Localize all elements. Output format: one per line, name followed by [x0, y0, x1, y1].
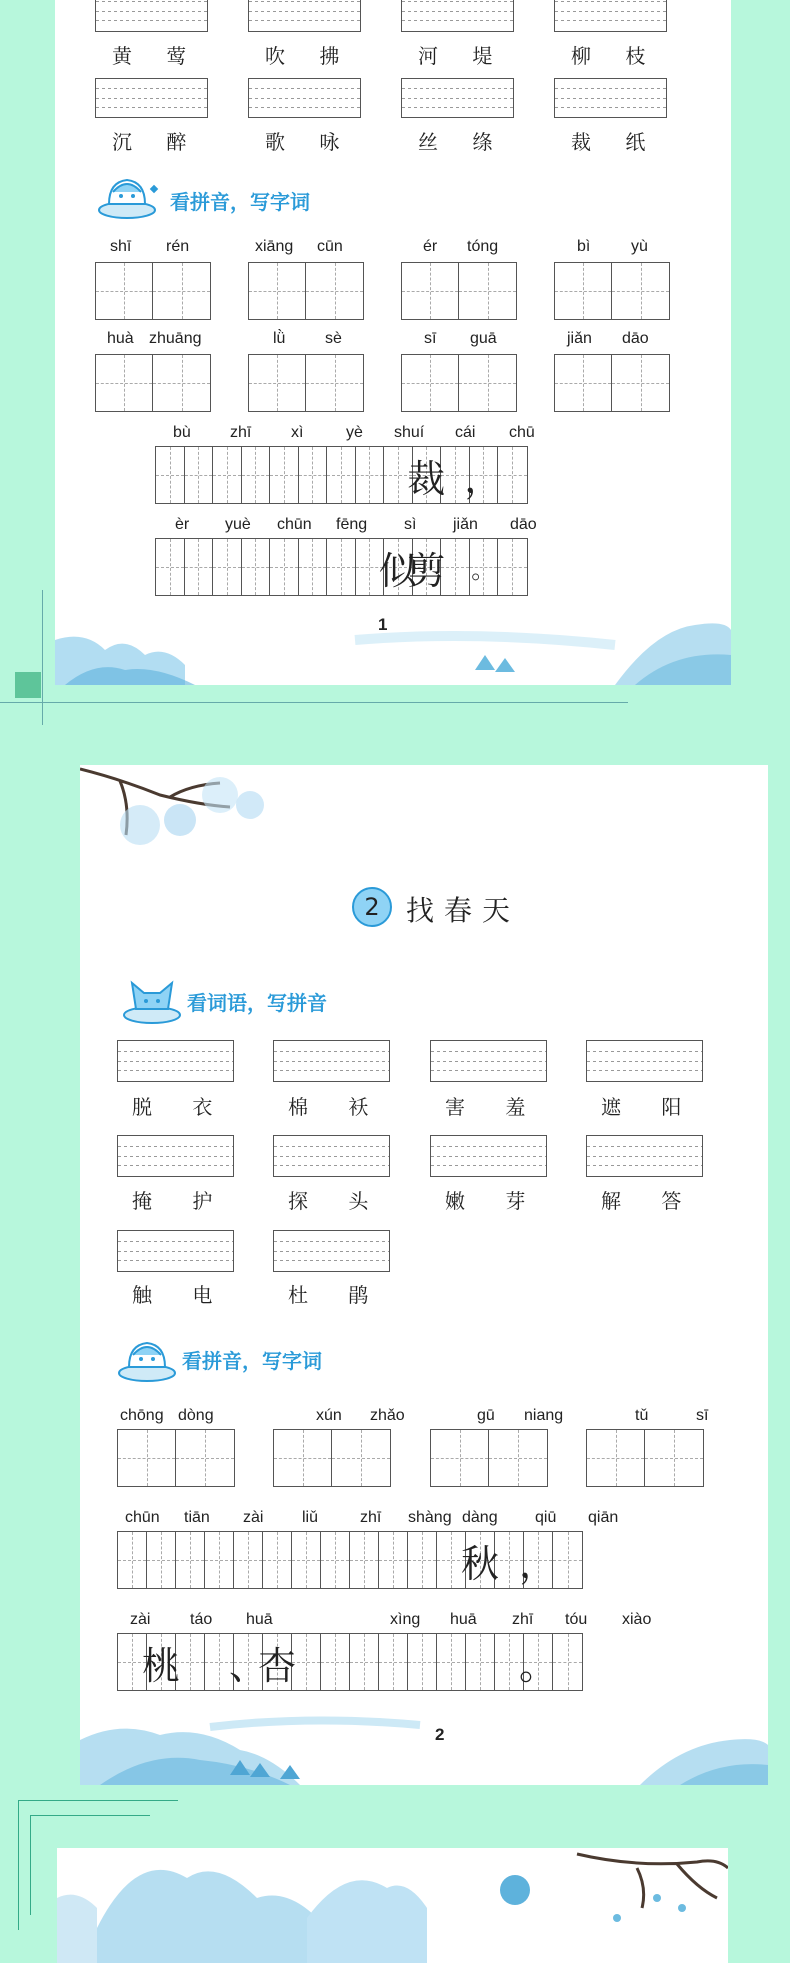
grid-cell[interactable]	[356, 447, 385, 503]
vocab-word: 探 头	[288, 1189, 369, 1213]
crop-mark	[30, 1815, 150, 1816]
pinyin-labels: chōng dòng xún zhǎo gū niang tǔ sī	[120, 1407, 709, 1424]
vocab-word: 棉 袄	[288, 1095, 369, 1119]
grid-cell[interactable]	[213, 447, 242, 503]
given-character: ，	[464, 456, 503, 501]
grid-cell[interactable]	[185, 539, 214, 595]
grid-cell[interactable]	[321, 1634, 350, 1690]
given-character: 似	[378, 548, 417, 593]
landscape-decoration	[80, 1695, 768, 1785]
grid-cell[interactable]	[258, 1634, 297, 1690]
mountain-decoration	[57, 1848, 728, 1963]
grid-cell[interactable]	[461, 1532, 500, 1588]
given-character: 杏	[258, 1643, 297, 1688]
section-title: 看词语，写拼音	[187, 991, 327, 1015]
pinyin-answer-box[interactable]	[273, 1040, 390, 1082]
grid-cell[interactable]	[242, 447, 271, 503]
grid-cell[interactable]	[350, 1532, 379, 1588]
workbook-page-2	[80, 765, 768, 1785]
grid-cell[interactable]	[185, 447, 214, 503]
grid-cell[interactable]	[327, 447, 356, 503]
grid-cell[interactable]	[408, 1532, 437, 1588]
tianzige-grid[interactable]	[248, 354, 364, 412]
tianzige-grid[interactable]	[95, 262, 211, 320]
lesson-number-badge: 2	[352, 887, 392, 927]
mascot-icon	[95, 172, 165, 222]
tianzige-grid[interactable]	[273, 1429, 391, 1487]
vocab-word: 嫩 芽	[445, 1189, 526, 1213]
pinyin-answer-box[interactable]	[401, 78, 514, 118]
pinyin-answer-box[interactable]	[554, 0, 667, 32]
tianzige-grid[interactable]	[117, 1429, 235, 1487]
grid-cell[interactable]	[498, 447, 527, 503]
crop-mark	[15, 672, 41, 698]
vocab-word: 解 答	[601, 1189, 682, 1213]
grid-cell[interactable]	[466, 1634, 495, 1690]
lesson-title: 找春天	[406, 894, 521, 927]
tianzige-grid[interactable]	[401, 262, 517, 320]
tianzige-grid[interactable]	[586, 1429, 704, 1487]
pinyin-labels: huà zhuāng lǜ sè sī guā jiǎn dāo	[107, 330, 649, 347]
page-number: 1	[378, 615, 388, 634]
grid-cell[interactable]	[327, 539, 356, 595]
sentence-grid[interactable]	[155, 538, 528, 596]
grid-cell[interactable]	[470, 539, 499, 595]
grid-cell[interactable]	[553, 1532, 582, 1588]
crop-mark	[0, 702, 628, 703]
grid-cell[interactable]	[292, 1634, 321, 1690]
pinyin-answer-box[interactable]	[586, 1040, 703, 1082]
vocab-word: 柳 枝	[571, 44, 646, 68]
grid-cell[interactable]	[213, 539, 242, 595]
workbook-page-1	[55, 0, 731, 685]
pinyin-answer-box[interactable]	[117, 1040, 234, 1082]
grid-cell[interactable]	[379, 1634, 408, 1690]
mascot-icon	[115, 1333, 185, 1383]
page-number: 2	[435, 1725, 445, 1744]
vocab-word: 沉 醉	[112, 130, 187, 154]
fox-mascot-icon	[120, 975, 190, 1025]
workbook-page-3	[57, 1848, 728, 1963]
grid-cell[interactable]	[441, 539, 470, 595]
given-character: 桃	[142, 1643, 181, 1688]
grid-cell[interactable]	[270, 447, 299, 503]
vocab-word: 触 电	[132, 1283, 213, 1307]
crop-mark	[18, 1800, 19, 1930]
pinyin-answer-box[interactable]	[117, 1230, 234, 1272]
section-title: 看拼音，写字词	[182, 1349, 322, 1373]
sentence-pinyin: chūn tiān zài liǔ zhī shàng dàng qiū qiān	[125, 1509, 619, 1526]
grid-cell[interactable]	[407, 539, 446, 595]
sentence-grid[interactable]	[155, 446, 528, 504]
crop-mark	[42, 590, 43, 725]
tianzige-grid[interactable]	[430, 1429, 548, 1487]
branch-decoration	[80, 765, 290, 875]
grid-cell[interactable]	[118, 1532, 147, 1588]
vocab-word: 吹 拂	[265, 44, 340, 68]
pinyin-answer-box[interactable]	[95, 0, 208, 32]
pinyin-answer-box[interactable]	[401, 0, 514, 32]
pinyin-answer-box[interactable]	[554, 78, 667, 118]
grid-cell[interactable]	[519, 1634, 558, 1690]
vocab-word: 歌 咏	[265, 130, 340, 154]
pinyin-answer-box[interactable]	[117, 1135, 234, 1177]
grid-cell[interactable]	[299, 539, 328, 595]
tianzige-grid[interactable]	[401, 354, 517, 412]
pinyin-labels: shī rén xiāng cūn ér tóng bì yù	[110, 238, 648, 255]
sentence-grid[interactable]	[117, 1633, 583, 1691]
vocab-word: 害 羞	[445, 1095, 526, 1119]
period-mark: 。	[471, 555, 496, 584]
grid-cell[interactable]	[176, 1634, 205, 1690]
grid-cell[interactable]	[234, 1532, 263, 1588]
given-character: 秋	[461, 1541, 500, 1586]
pinyin-answer-box[interactable]	[248, 0, 361, 32]
pinyin-answer-box[interactable]	[248, 78, 361, 118]
grid-cell[interactable]	[299, 447, 328, 503]
vocab-word: 杜 鹃	[288, 1283, 369, 1307]
grid-cell[interactable]	[292, 1532, 321, 1588]
pinyin-answer-box[interactable]	[430, 1040, 547, 1082]
grid-cell[interactable]	[379, 1532, 408, 1588]
given-character: 、	[229, 1643, 268, 1688]
crop-mark	[30, 1815, 31, 1915]
grid-cell[interactable]	[156, 539, 185, 595]
grid-cell[interactable]	[350, 1634, 379, 1690]
grid-cell[interactable]	[263, 1532, 292, 1588]
grid-cell[interactable]	[407, 447, 446, 503]
vocab-word: 裁 纸	[571, 130, 646, 154]
grid-cell[interactable]	[156, 447, 185, 503]
grid-cell[interactable]	[519, 1532, 558, 1588]
vocab-word: 遮 阳	[601, 1095, 682, 1119]
given-character: 。	[519, 1643, 558, 1688]
grid-cell[interactable]	[408, 1634, 437, 1690]
tianzige-grid[interactable]	[554, 354, 670, 412]
given-character: 裁	[407, 456, 446, 501]
grid-cell[interactable]	[147, 1532, 176, 1588]
sentence-grid[interactable]	[117, 1531, 583, 1589]
vocab-word: 丝 绦	[418, 130, 493, 154]
grid-cell[interactable]	[553, 1634, 582, 1690]
vocab-word: 脱 衣	[132, 1095, 213, 1119]
sentence-pinyin: bù zhī xì yè shuí cái chū	[173, 424, 535, 441]
grid-cell[interactable]	[321, 1532, 350, 1588]
grid-cell[interactable]	[176, 1532, 205, 1588]
tianzige-grid[interactable]	[554, 262, 670, 320]
pinyin-answer-box[interactable]	[95, 78, 208, 118]
tianzige-grid[interactable]	[95, 354, 211, 412]
pinyin-answer-box[interactable]	[586, 1135, 703, 1177]
vocab-word: 河 堤	[418, 44, 493, 68]
given-character: 剪	[407, 548, 446, 593]
sentence-pinyin: èr yuè chūn fēng sì jiǎn dāo	[175, 516, 537, 533]
given-character: ，	[519, 1541, 558, 1586]
vocab-word: 黄 莺	[112, 44, 187, 68]
sentence-pinyin: zài táo huā xìng huā zhī tóu xiào	[130, 1611, 652, 1628]
grid-cell[interactable]	[464, 447, 503, 503]
pinyin-answer-box[interactable]	[430, 1135, 547, 1177]
landscape-decoration	[55, 610, 731, 685]
grid-cell[interactable]	[205, 1532, 234, 1588]
grid-cell[interactable]	[498, 539, 527, 595]
pinyin-answer-box[interactable]	[273, 1135, 390, 1177]
pinyin-answer-box[interactable]	[273, 1230, 390, 1272]
grid-cell[interactable]	[270, 539, 299, 595]
grid-cell[interactable]	[437, 1634, 466, 1690]
tianzige-grid[interactable]	[248, 262, 364, 320]
vocab-word: 掩 护	[132, 1189, 213, 1213]
grid-cell[interactable]	[142, 1634, 181, 1690]
crop-mark	[18, 1800, 178, 1801]
grid-cell[interactable]	[242, 539, 271, 595]
section-title: 看拼音，写字词	[170, 190, 310, 214]
